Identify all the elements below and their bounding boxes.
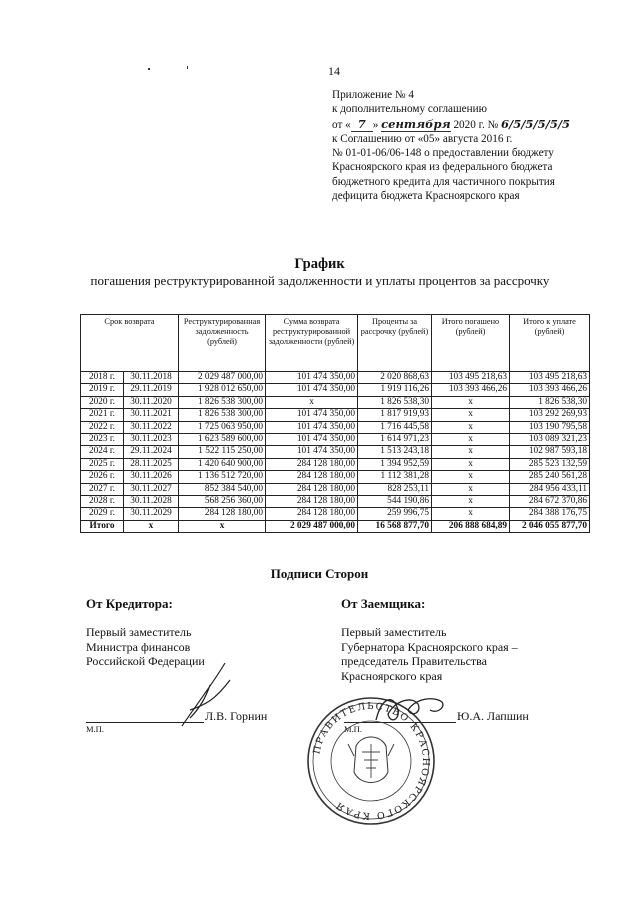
table-row (81, 396, 590, 408)
table-cell: 103 190 795,58 (510, 421, 590, 433)
table-cell: 30.11.2028 (124, 496, 179, 508)
signatures-title: Подписи Сторон (270, 566, 369, 581)
table-cell: 1 817 919,93 (358, 409, 432, 421)
table-row (81, 421, 590, 433)
table-cell: 2029 г. (81, 508, 124, 520)
table-cell: 30.11.2018 (124, 372, 179, 384)
table-cell: 30.11.2021 (124, 409, 179, 421)
annex-line: к Соглашению от «05» августа 2016 г. (332, 132, 513, 145)
schedule-subtitle: погашения реструктурированной задолженности и уплаты процентов за рассрочку (90, 273, 550, 288)
table-cell: x (432, 396, 510, 408)
table-cell: x (179, 520, 266, 532)
table-cell: 544 190,86 (358, 496, 432, 508)
annex-line: к дополнительному соглашению (332, 103, 487, 116)
table-cell: 2022 г. (81, 421, 124, 433)
table-cell: 852 384 540,00 (179, 483, 266, 495)
table-row (81, 434, 590, 446)
table-cell: 1 826 538,30 (358, 396, 432, 408)
table-cell: 2020 г. (81, 396, 124, 408)
annex-line: бюджетного кредита для частичного покрытия (332, 175, 555, 188)
table-cell: 101 474 350,00 (266, 372, 358, 384)
table-cell: 568 256 360,00 (179, 496, 266, 508)
table-cell: 1 420 640 900,00 (179, 458, 266, 470)
table-cell: 30.11.2026 (124, 471, 179, 483)
table-cell: 30.11.2022 (124, 421, 179, 433)
table-cell: 2024 г. (81, 446, 124, 458)
table-cell: 103 292 269,93 (510, 409, 590, 421)
table-row (81, 446, 590, 458)
table-cell: 284 128 180,00 (266, 458, 358, 470)
annex-block (332, 88, 632, 203)
table-cell: x (124, 520, 179, 532)
table-cell: 1 522 115 250,00 (179, 446, 266, 458)
annex-line: Приложение № 4 (332, 89, 414, 101)
table-cell: x (432, 471, 510, 483)
table-cell: x (432, 421, 510, 433)
table-cell: 1 112 381,28 (358, 471, 432, 483)
table-cell: 1 725 063 950,00 (179, 421, 266, 433)
table-cell: 28.11.2025 (124, 458, 179, 470)
table-cell: Итого (81, 520, 124, 532)
table-cell: 2025 г. (81, 458, 124, 470)
annex-line: дефицита бюджета Красноярского края (332, 190, 520, 203)
table-cell: 101 474 350,00 (266, 421, 358, 433)
borrower-signature (372, 690, 452, 730)
scan-mark (187, 66, 188, 69)
borrower-position-line: Первый заместитель (341, 625, 447, 639)
annex-date-line (332, 117, 632, 132)
borrower-position-line: Губернатора Красноярского края – (341, 639, 518, 654)
handwritten-number: 6/5/5/5/5/5 (501, 116, 571, 131)
table-cell: x (432, 508, 510, 520)
table-cell: 101 474 350,00 (266, 409, 358, 421)
handwritten-day: 7 (351, 117, 373, 132)
table-cell: x (432, 458, 510, 470)
annex-text: 2020 г. № (453, 118, 499, 131)
table-total-row (81, 520, 590, 532)
seal-text: ПРАВИТЕЛЬСТВО КРАСНОЯРСКОГО КРАЯ (311, 700, 432, 822)
table-cell: 2023 г. (81, 434, 124, 446)
table-cell: 101 474 350,00 (266, 446, 358, 458)
table-cell: 259 996,75 (358, 508, 432, 520)
table-row (81, 471, 590, 483)
table-cell: 101 474 350,00 (266, 434, 358, 446)
table-cell: x (432, 434, 510, 446)
table-cell: 1 623 589 600,00 (179, 434, 266, 446)
table-row (81, 409, 590, 421)
table-cell: 2026 г. (81, 471, 124, 483)
creditor-position-line: Первый заместитель (86, 625, 192, 639)
table-cell: 284 128 180,00 (266, 496, 358, 508)
table-cell: x (266, 396, 358, 408)
table-row (81, 496, 590, 508)
table-cell: 1 394 952,59 (358, 458, 432, 470)
creditor-position-line: Министра финансов (86, 639, 191, 654)
table-cell: 30.11.2020 (124, 396, 179, 408)
table-cell: 29.11.2024 (124, 446, 179, 458)
table-cell: 2 029 487 000,00 (179, 372, 266, 384)
creditor-stamp-place: М.П. (86, 724, 104, 734)
table-cell: 103 495 218,63 (510, 372, 590, 384)
table-cell: 30.11.2023 (124, 434, 179, 446)
table-cell: 2027 г. (81, 483, 124, 495)
table-cell: x (432, 446, 510, 458)
table-cell: 103 089 321,23 (510, 434, 590, 446)
table-row (81, 384, 590, 396)
table-cell: 2 020 868,63 (358, 372, 432, 384)
borrower-name: Ю.А. Лапшин (457, 709, 529, 723)
table-cell: 284 128 180,00 (179, 508, 266, 520)
table-cell: 1 716 445,58 (358, 421, 432, 433)
annex-line: № 01-01-06/06-148 о предоставлении бюджету (332, 147, 554, 160)
table-cell: 2 046 055 877,70 (510, 520, 590, 532)
header-repaid: Итого погашено (рублей) (432, 315, 510, 372)
table-cell: 284 128 180,00 (266, 508, 358, 520)
header-interest: Проценты за рассрочку (рублей) (358, 315, 432, 372)
header-to-pay: Итого к уплате (рублей) (510, 315, 590, 372)
table-cell: x (432, 483, 510, 495)
table-cell: 102 987 593,18 (510, 446, 590, 458)
table-cell: 206 888 684,89 (432, 520, 510, 532)
schedule-title: График (294, 256, 345, 272)
creditor-signature (170, 660, 240, 730)
table-cell: 101 474 350,00 (266, 384, 358, 396)
table-cell: x (432, 409, 510, 421)
table-row (81, 483, 590, 495)
table-cell: 2028 г. (81, 496, 124, 508)
table-cell: 2019 г. (81, 384, 124, 396)
table-cell: 1 614 971,23 (358, 434, 432, 446)
table-cell: 828 253,11 (358, 483, 432, 495)
table-header-row (81, 315, 590, 372)
table-row (81, 508, 590, 520)
creditor-label: От Кредитора: (86, 596, 173, 611)
annex-text: от « (332, 118, 351, 131)
schedule-table (80, 314, 590, 533)
table-cell: 16 568 877,70 (358, 520, 432, 532)
table-cell: 1 136 512 720,00 (179, 471, 266, 483)
table-cell: 284 672 370,86 (510, 496, 590, 508)
header-return-sum: Сумма возврата реструктурированной задолженности (рублей) (266, 315, 358, 372)
table-cell: 1 513 243,18 (358, 446, 432, 458)
table-cell: 284 388 176,75 (510, 508, 590, 520)
table-cell: 1 919 116,26 (358, 384, 432, 396)
creditor-name: Л.В. Горнин (205, 709, 268, 723)
table-cell: 285 523 132,59 (510, 458, 590, 470)
annex-text: » (372, 118, 379, 131)
table-cell: 2 029 487 000,00 (266, 520, 358, 532)
table-cell: 1 826 538,30 (510, 396, 590, 408)
table-cell: 30.11.2029 (124, 508, 179, 520)
table-cell: 285 240 561,28 (510, 471, 590, 483)
table-cell: 30.11.2027 (124, 483, 179, 495)
table-row (81, 458, 590, 470)
table-cell: 284 128 180,00 (266, 483, 358, 495)
table-cell: x (432, 496, 510, 508)
borrower-position (341, 625, 518, 683)
handwritten-month: сентября (381, 116, 451, 131)
creditor-position-line: Российской Федерации (86, 654, 205, 668)
table-cell: 1 826 538 300,00 (179, 409, 266, 421)
annex-line: Красноярского края из федерального бюджета (332, 161, 553, 174)
table-cell: 103 393 466,26 (510, 384, 590, 396)
table-row (81, 372, 590, 384)
table-cell: 103 495 218,63 (432, 372, 510, 384)
table-cell: 284 128 180,00 (266, 471, 358, 483)
page-number: 14 (328, 64, 340, 78)
header-restructured: Реструктурированная задолженность (рублей) (179, 315, 266, 372)
scan-mark (148, 68, 150, 70)
table-cell: 1 928 012 650,00 (179, 384, 266, 396)
table-cell: 284 956 433,11 (510, 483, 590, 495)
table-cell: 103 393 466,26 (432, 384, 510, 396)
borrower-label: От Заемщика: (341, 596, 426, 611)
table-cell: 2018 г. (81, 372, 124, 384)
borrower-stamp-place: М.П. (344, 724, 362, 734)
table-cell: 29.11.2019 (124, 384, 179, 396)
table-cell: 1 826 538 300,00 (179, 396, 266, 408)
borrower-position-line: председатель Правительства (341, 654, 488, 668)
table-cell: 2021 г. (81, 409, 124, 421)
header-term: Срок возврата (81, 315, 179, 372)
borrower-position-line: Красноярского края (341, 668, 443, 683)
